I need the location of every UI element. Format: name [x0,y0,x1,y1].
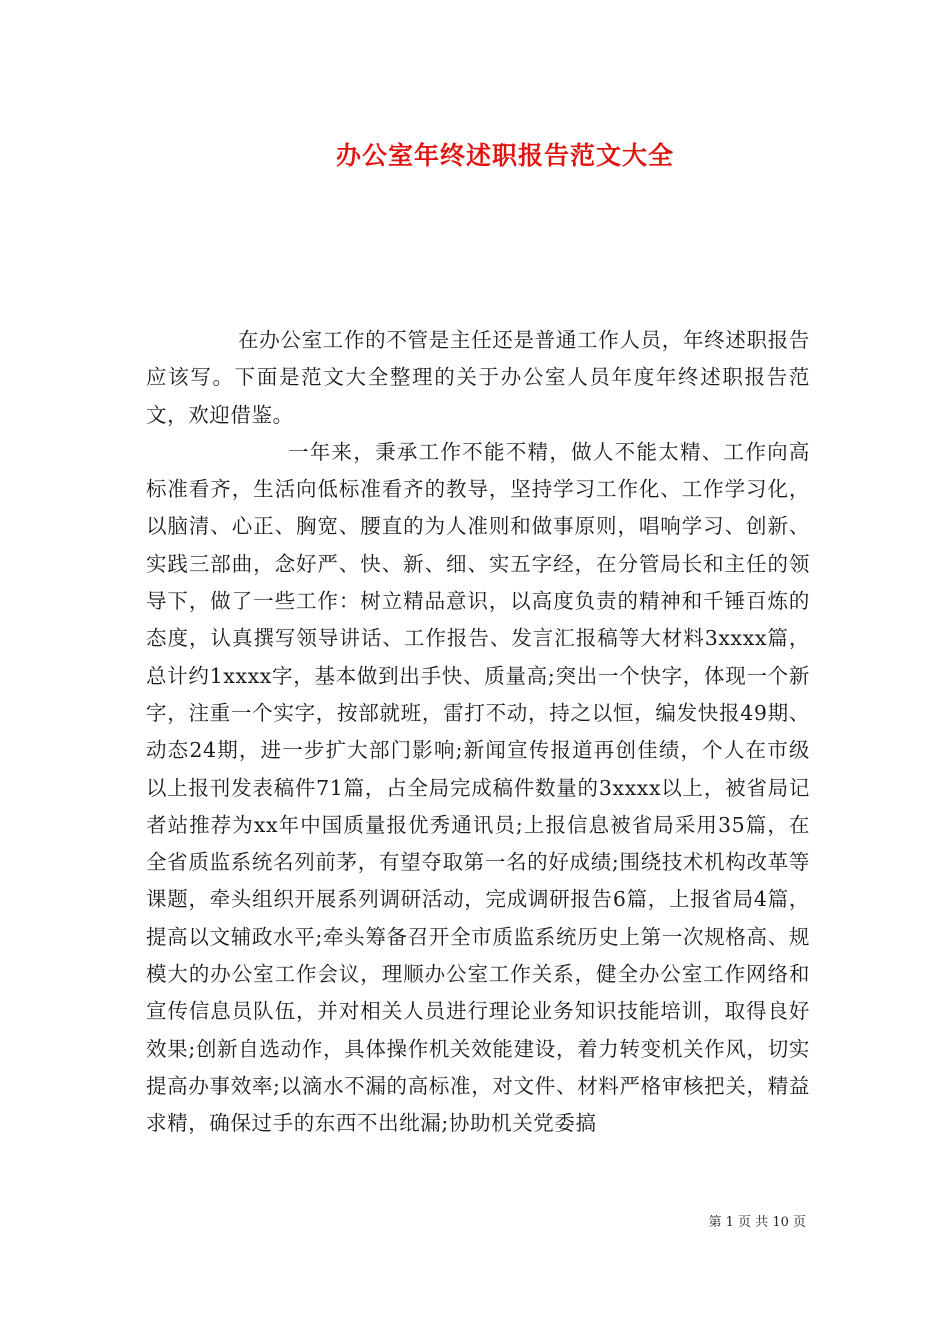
body-paragraph-intro: 在办公室工作的不管是主任还是普通工作人员，年终述职报告应该写。下面是范文大全整理的关于办公室人员年度年终述职报告范文，欢迎借鉴。 [146,328,810,427]
document-title: 办公室年终述职报告范文大全 [335,141,674,170]
page-number-footer: 第 1 页 共 10 页 [708,1215,806,1230]
body-paragraph-main: 一年来，秉承工作不能不精，做人不能太精、工作向高标准看齐，生活向低标准看齐的教导，坚持学习工作化、工作学习化，以脑清、心正、胸宽、腰直的为人准则和做事原则，唱响学习、创新、实践三部曲，念好严、快、新、细、实五字经，在分管局长和主任的领导下，做了一些工作：树立精品意识，以高度负责的精神和千锤百炼的态度，认真撰写领导讲话、工作报告、发言汇报稿等大材料3xxxx篇，总计约1xxxx字，基本做到出手快、质量高;突出一个快字，体现一个新字，注重一个实字，按部就班，雷打不动，持之以恒，编发快报49期、动态24期，进一步扩大部门影响;新闻宣传报道再创佳绩，个人在市级以上报刊发表稿件71篇，占全局完成稿件数量的3xxxx以上，被省局记者站推荐为xx年中国质量报优秀通讯员;上报信息被省局采用35篇，在全省质监系统名列前茅，有望夺取第一名的好成绩;围绕技术机构改革等课题，牵头组织开展系列调研活动，完成调研报告6篇，上报省局4篇，提高以文辅政水平;牵头筹备召开全市质监系统历史上第一次规格高、规模大的办公室工作会议，理顺办公室工作关系，健全办公室工作网络和宣传信息员队伍，并对相关人员进行理论业务知识技能培训，取得良好效果;创新自选动作，具体操作机关效能建设，着力转变机关作风，切实提高办事效率;以滴水不漏的高标准，对文件、材料严格审核把关，精益求精，确保过手的东西不出纰漏;协助机关党委搞 [146,439,810,1136]
document-body [146,322,810,1143]
